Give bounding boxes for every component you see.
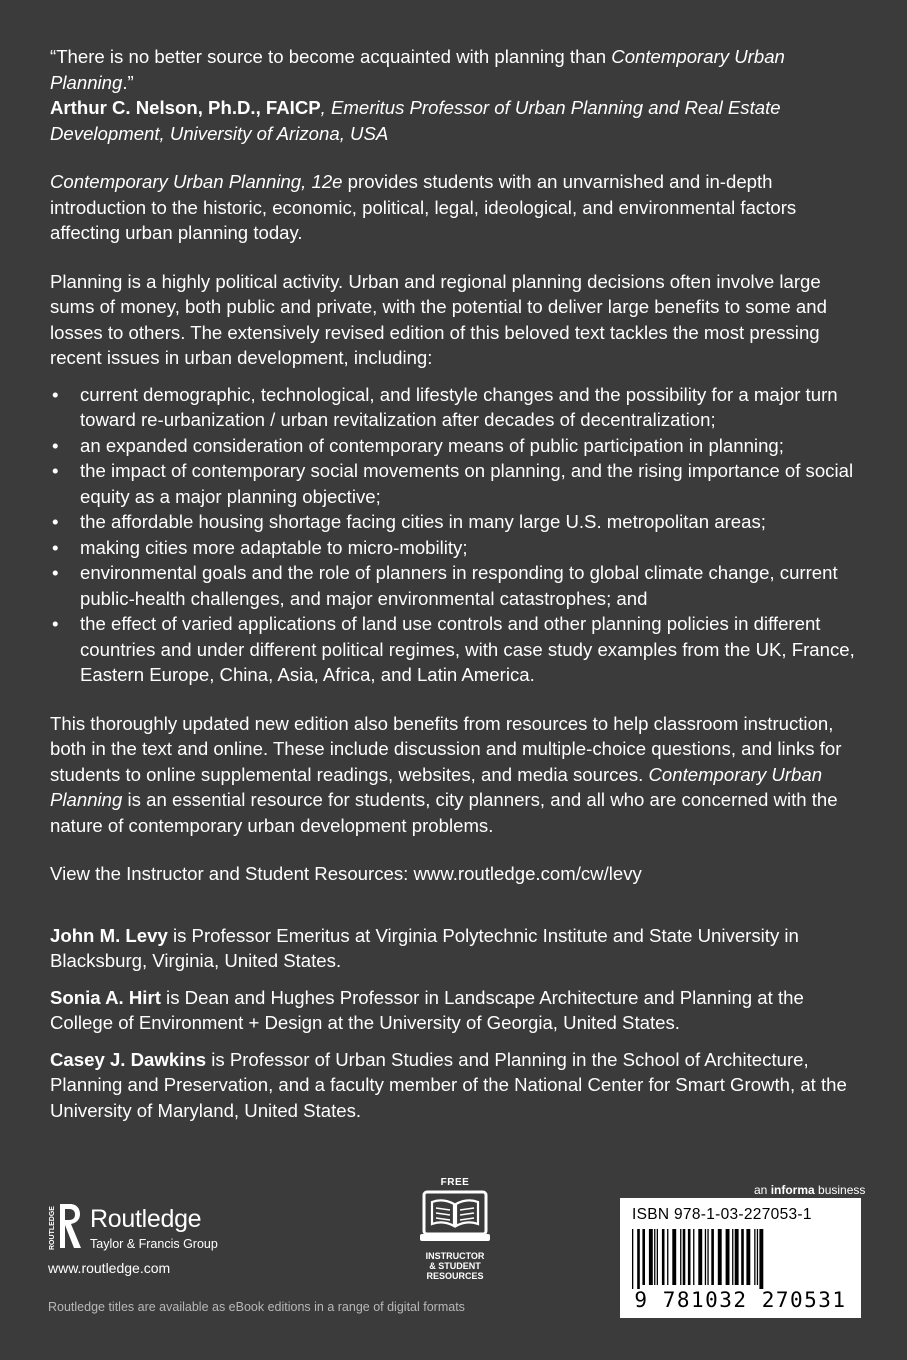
barcode-bar <box>688 1229 691 1285</box>
barcode-bar <box>637 1229 640 1289</box>
author-bio-hirt: Sonia A. Hirt is Dean and Hughes Professor in Landscape Architecture and Planning at the College of Environment + Design at the University of Georgia, United States. <box>50 986 804 1033</box>
informa-business-label: an informa business <box>754 1183 866 1197</box>
barcode-bar <box>707 1229 708 1285</box>
barcode-bar <box>711 1229 714 1285</box>
barcode-bar <box>754 1229 755 1285</box>
barcode <box>630 1229 851 1289</box>
barcode-bar <box>705 1229 706 1285</box>
barcode-bar <box>757 1229 758 1285</box>
barcode-bar <box>741 1229 744 1285</box>
free-resources-badge <box>416 1177 494 1281</box>
publisher-url[interactable]: www.routledge.com <box>48 1260 171 1276</box>
resources-link[interactable]: View the Instructor and Student Resources: www.routledge.com/cw/levy <box>50 863 642 884</box>
barcode-bar <box>654 1229 655 1285</box>
author-bio-levy: John M. Levy is Professor Emeritus at Virginia Polytechnic Institute and State University in Blacksburg, Virginia, United States. <box>50 924 799 971</box>
list-item: • the impact of contemporary social movements on planning, and the rising importance of social equity as a major planning objective; <box>50 458 862 509</box>
list-item: • the affordable housing shortage facing cities in many large U.S. metropolitan areas; <box>50 509 862 535</box>
barcode-bar <box>649 1229 653 1285</box>
ebook-note: Routledge titles are available as eBook editions in a range of digital formats <box>48 1300 465 1314</box>
back-cover-text <box>50 44 862 1123</box>
barcode-bar <box>718 1229 722 1285</box>
barcode-bar <box>632 1229 633 1289</box>
barcode-bar <box>726 1229 730 1285</box>
barcode-bar <box>746 1229 750 1285</box>
list-item: • making cities more adaptable to micro-mobility; <box>50 535 862 561</box>
author-bio-dawkins: Casey J. Dawkins is Professor of Urban Studies and Planning in the School of Architecture, Planning and Preservation, and a faculty member of the National Center for Smart Growth, at the University of Maryland, United States. <box>50 1048 847 1121</box>
publisher-group: Taylor & Francis Group <box>90 1237 218 1251</box>
barcode-bar <box>657 1229 658 1285</box>
routledge-vertical-wordmark: ROUTLEDGE <box>49 1206 56 1250</box>
barcode-bar <box>642 1229 645 1285</box>
routledge-r-icon <box>48 1200 82 1252</box>
badge-free-label: FREE <box>440 1177 470 1188</box>
isbn-label: ISBN 978-1-03-227053-1 <box>632 1206 812 1223</box>
list-item: • the effect of varied applications of land use controls and other planning policies in different countries and under different political regimes, with case study examples from the UK, France, Eastern Europe, China, Asia, Africa, and Latin America. <box>50 611 862 688</box>
list-item: • current demographic, technological, and lifestyle changes and the possibility for a major turn toward re-urbanization / urban revitalization after decades of decentralization; <box>50 382 862 433</box>
barcode-bar <box>680 1229 681 1285</box>
barcode-bar <box>693 1229 694 1285</box>
barcode-bar <box>672 1229 676 1285</box>
badge-text: INSTRUCTOR & STUDENT RESOURCES <box>425 1251 485 1281</box>
barcode-digits: 9 781032 270531 <box>634 1288 847 1312</box>
endorsement-quote: “There is no better source to become acquainted with planning than Contemporary Urban Planning.” <box>50 46 785 93</box>
endorsement-author: Arthur C. Nelson, Ph.D., FAICP, Emeritus Professor of Urban Planning and Real Estate Development, University of Arizona, USA <box>50 97 781 144</box>
barcode-bar <box>732 1229 733 1285</box>
intro-paragraph: Contemporary Urban Planning, 12e provides students with an unvarnished and in-depth introduction to the historic, economic, political, legal, ideological, and environmental factors affecting urban planning today. <box>50 171 797 243</box>
list-item: • an expanded consideration of contemporary means of public participation in planning; <box>50 433 862 459</box>
barcode-bar <box>759 1229 763 1289</box>
planning-paragraph: Planning is a highly political activity. Urban and regional planning decisions often involve large sums of money, both public and private, with the potential to deliver large benefits to some and losses to others. The extensively revised edition of this beloved text tackles the most pressing recent issues in urban development, including: <box>50 270 827 368</box>
issues-list <box>50 382 862 688</box>
barcode-bar <box>698 1229 702 1285</box>
open-book-screen-icon <box>420 1190 490 1244</box>
list-item: • environmental goals and the role of planners in responding to global climate change, current public-health challenges, and major environmental catastrophes; and <box>50 560 862 611</box>
barcode-bar <box>683 1229 686 1285</box>
resources-paragraph: This thoroughly updated new edition also benefits from resources to help classroom instruction, both in the text and online. These include discussion and multiple-choice questions, and links for students to online supplemental readings, websites, and media sources. Contemporary Urban Planning is an essential resource for students, city planners, and all who are concerned with the nature of contemporary urban development problems. <box>50 712 842 836</box>
isbn-barcode-panel <box>620 1198 861 1318</box>
barcode-bar <box>735 1229 739 1285</box>
barcode-bar <box>662 1229 665 1285</box>
routledge-name: Routledge <box>90 1205 202 1233</box>
barcode-bar <box>667 1229 668 1285</box>
